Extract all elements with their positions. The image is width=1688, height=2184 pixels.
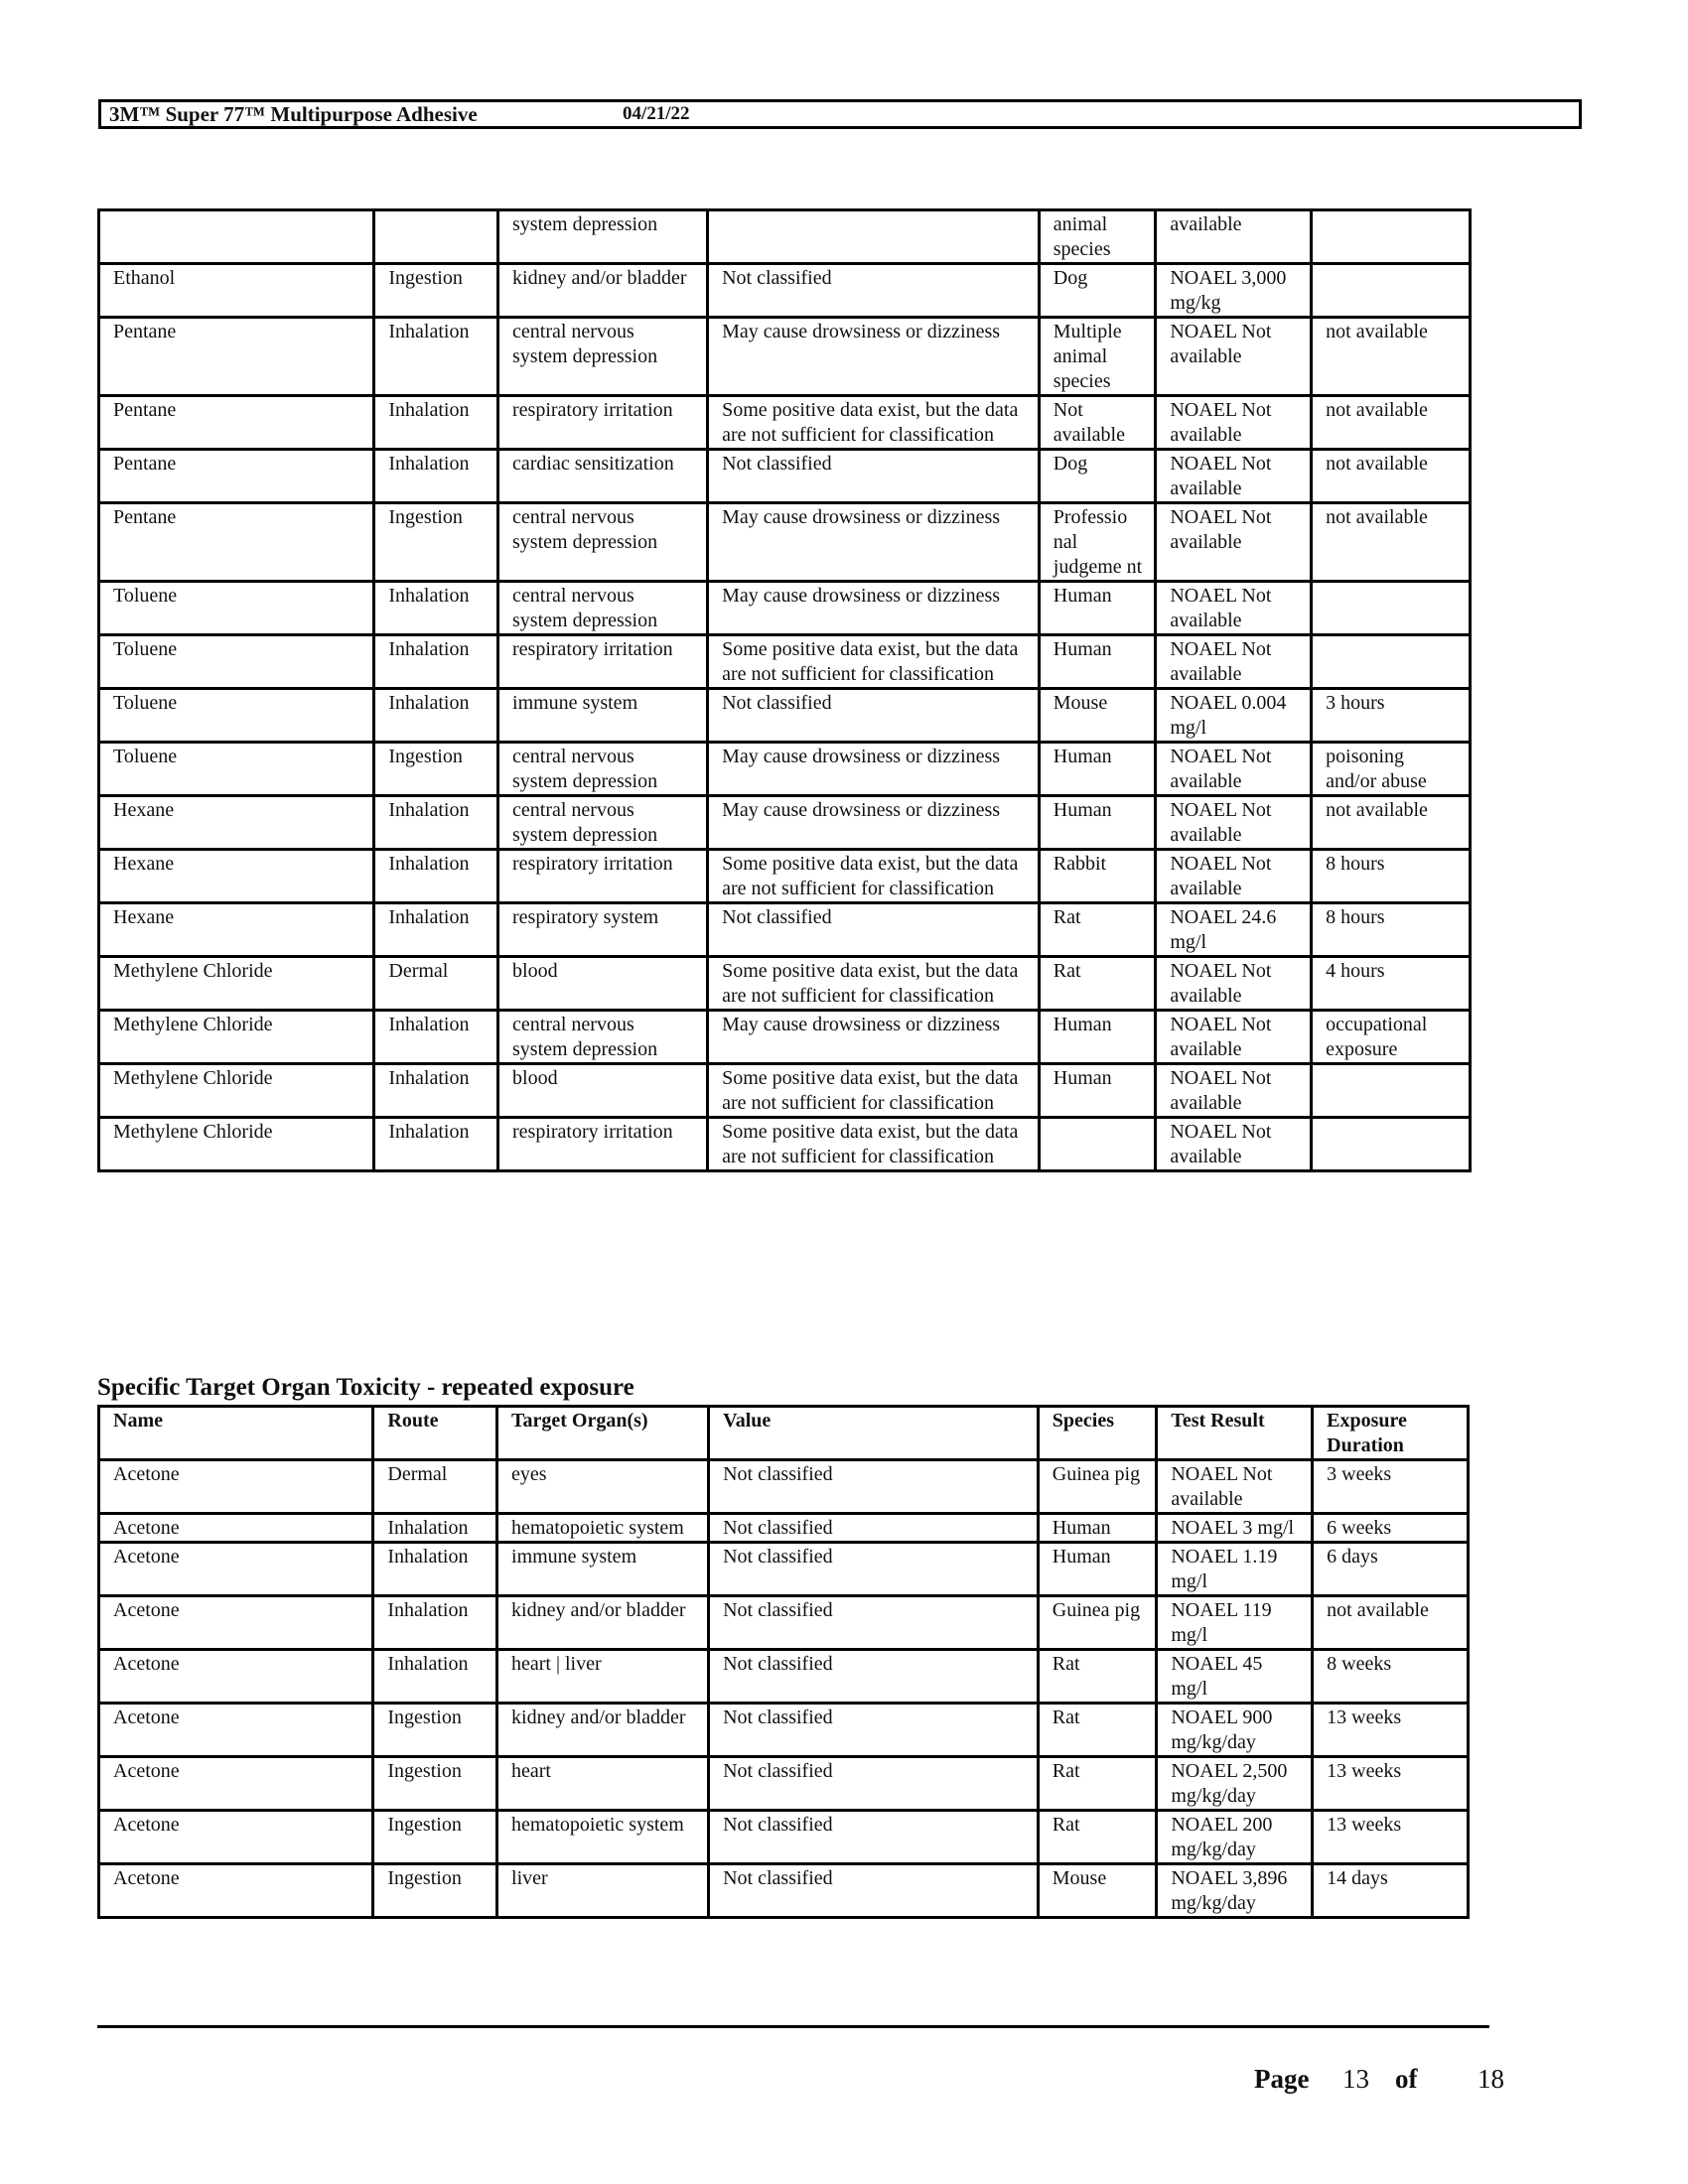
cell-value: Not classified bbox=[709, 1757, 1039, 1811]
cell-species: Multiple animal species bbox=[1039, 318, 1156, 396]
column-header-exposure-duration: Exposure Duration bbox=[1313, 1407, 1469, 1460]
cell-route: Inhalation bbox=[374, 450, 498, 503]
cell-exposure-duration: 3 hours bbox=[1312, 689, 1471, 743]
cell-species: Human bbox=[1039, 635, 1156, 689]
cell-exposure-duration: 4 hours bbox=[1312, 957, 1471, 1011]
cell-exposure-duration: not available bbox=[1312, 396, 1471, 450]
cell-species: Human bbox=[1039, 1064, 1156, 1118]
table-row bbox=[99, 1811, 1469, 1864]
cell-target-organ: respiratory irritation bbox=[498, 396, 708, 450]
cell-exposure-duration: 13 weeks bbox=[1313, 1811, 1469, 1864]
cell-target-organ: hematopoietic system bbox=[497, 1514, 709, 1543]
cell-exposure-duration: 8 weeks bbox=[1313, 1650, 1469, 1704]
cell-species: Rat bbox=[1038, 1650, 1157, 1704]
column-header-target-organs: Target Organ(s) bbox=[497, 1407, 709, 1460]
cell-name: Acetone bbox=[99, 1811, 373, 1864]
cell-name: Acetone bbox=[99, 1704, 373, 1757]
cell-species: Rat bbox=[1038, 1757, 1157, 1811]
cell-name: Acetone bbox=[99, 1543, 373, 1596]
table-row bbox=[99, 1757, 1469, 1811]
cell-name: Hexane bbox=[99, 850, 374, 903]
cell-route: Ingestion bbox=[374, 264, 498, 318]
cell-exposure-duration: occupational exposure bbox=[1312, 1011, 1471, 1064]
table-row bbox=[99, 1118, 1471, 1171]
table-row bbox=[99, 1543, 1469, 1596]
cell-route: Ingestion bbox=[373, 1704, 497, 1757]
cell-test-result: NOAEL Not available bbox=[1156, 450, 1312, 503]
cell-target-organ: blood bbox=[498, 957, 708, 1011]
cell-route: Inhalation bbox=[373, 1543, 497, 1596]
cell-test-result: NOAEL Not available bbox=[1156, 1118, 1312, 1171]
cell-test-result: NOAEL Not available bbox=[1156, 796, 1312, 850]
cell-route: Inhalation bbox=[374, 1118, 498, 1171]
cell-value: Not classified bbox=[709, 1650, 1039, 1704]
cell-name: Methylene Chloride bbox=[99, 1064, 374, 1118]
cell-route: Ingestion bbox=[374, 503, 498, 582]
cell-value: May cause drowsiness or dizziness bbox=[708, 318, 1040, 396]
cell-route: Inhalation bbox=[374, 796, 498, 850]
cell-test-result: NOAEL Not available bbox=[1156, 1011, 1312, 1064]
cell-target-organ: immune system bbox=[498, 689, 708, 743]
revision-date: 04/21/22 bbox=[623, 103, 690, 124]
cell-test-result: NOAEL 3,896 mg/kg/day bbox=[1157, 1864, 1313, 1918]
cell-test-result: NOAEL 200 mg/kg/day bbox=[1157, 1811, 1313, 1864]
cell-test-result: available bbox=[1156, 210, 1312, 264]
cell-exposure-duration: 6 weeks bbox=[1313, 1514, 1469, 1543]
cell-species: Rat bbox=[1039, 903, 1156, 957]
page-total: 18 bbox=[1477, 2064, 1504, 2094]
page-label: Page bbox=[1254, 2064, 1310, 2094]
cell-exposure-duration bbox=[1312, 635, 1471, 689]
table-row bbox=[99, 1650, 1469, 1704]
cell-value: Not classified bbox=[708, 903, 1040, 957]
cell-name: Toluene bbox=[99, 582, 374, 635]
cell-value: May cause drowsiness or dizziness bbox=[708, 743, 1040, 796]
cell-value: Some positive data exist, but the data are not sufficient for classification bbox=[708, 957, 1040, 1011]
cell-name: Acetone bbox=[99, 1757, 373, 1811]
cell-exposure-duration bbox=[1312, 582, 1471, 635]
column-header-route: Route bbox=[373, 1407, 497, 1460]
column-header-name: Name bbox=[99, 1407, 373, 1460]
cell-test-result: NOAEL 1.19 mg/l bbox=[1157, 1543, 1313, 1596]
cell-test-result: NOAEL Not available bbox=[1156, 396, 1312, 450]
cell-name bbox=[99, 210, 374, 264]
cell-species: Human bbox=[1039, 1011, 1156, 1064]
cell-exposure-duration: 14 days bbox=[1313, 1864, 1469, 1918]
cell-value: Not classified bbox=[709, 1596, 1039, 1650]
cell-route: Ingestion bbox=[374, 743, 498, 796]
cell-species: Mouse bbox=[1039, 689, 1156, 743]
cell-test-result: NOAEL Not available bbox=[1157, 1460, 1313, 1514]
cell-value bbox=[708, 210, 1040, 264]
cell-name: Toluene bbox=[99, 743, 374, 796]
table-row bbox=[99, 903, 1471, 957]
cell-name: Hexane bbox=[99, 796, 374, 850]
cell-route: Ingestion bbox=[373, 1811, 497, 1864]
cell-target-organ: kidney and/or bladder bbox=[497, 1704, 709, 1757]
column-header-value: Value bbox=[709, 1407, 1039, 1460]
cell-name: Pentane bbox=[99, 318, 374, 396]
cell-exposure-duration: not available bbox=[1313, 1596, 1469, 1650]
table-row bbox=[99, 743, 1471, 796]
cell-test-result: NOAEL Not available bbox=[1156, 1064, 1312, 1118]
cell-value: May cause drowsiness or dizziness bbox=[708, 582, 1040, 635]
cell-exposure-duration: 3 weeks bbox=[1313, 1460, 1469, 1514]
cell-value: Some positive data exist, but the data are not sufficient for classification bbox=[708, 396, 1040, 450]
table-row bbox=[99, 450, 1471, 503]
cell-name: Acetone bbox=[99, 1514, 373, 1543]
cell-test-result: NOAEL 119 mg/l bbox=[1157, 1596, 1313, 1650]
cell-target-organ: kidney and/or bladder bbox=[498, 264, 708, 318]
table-row bbox=[99, 1704, 1469, 1757]
cell-species: Human bbox=[1039, 743, 1156, 796]
cell-name: Acetone bbox=[99, 1650, 373, 1704]
cell-species: Rat bbox=[1038, 1811, 1157, 1864]
cell-exposure-duration: 13 weeks bbox=[1313, 1757, 1469, 1811]
table-row bbox=[99, 1460, 1469, 1514]
page-of-label: of bbox=[1395, 2064, 1418, 2094]
table-row bbox=[99, 503, 1471, 582]
cell-route: Inhalation bbox=[374, 1011, 498, 1064]
column-header-test-result: Test Result bbox=[1157, 1407, 1313, 1460]
product-title: 3M™ Super 77™ Multipurpose Adhesive bbox=[109, 102, 478, 126]
cell-name: Pentane bbox=[99, 503, 374, 582]
cell-exposure-duration bbox=[1312, 264, 1471, 318]
cell-species: Mouse bbox=[1038, 1864, 1157, 1918]
cell-target-organ: central nervous system depression bbox=[498, 318, 708, 396]
cell-species: Dog bbox=[1039, 264, 1156, 318]
table-row bbox=[99, 1864, 1469, 1918]
cell-test-result: NOAEL Not available bbox=[1156, 850, 1312, 903]
cell-name: Hexane bbox=[99, 903, 374, 957]
table-row bbox=[99, 210, 1471, 264]
cell-route: Ingestion bbox=[373, 1864, 497, 1918]
cell-target-organ: respiratory system bbox=[498, 903, 708, 957]
cell-species: Rat bbox=[1039, 957, 1156, 1011]
cell-test-result: NOAEL 2,500 mg/kg/day bbox=[1157, 1757, 1313, 1811]
cell-exposure-duration: 13 weeks bbox=[1313, 1704, 1469, 1757]
cell-value: Not classified bbox=[709, 1704, 1039, 1757]
table-row bbox=[99, 1596, 1469, 1650]
cell-value: Not classified bbox=[708, 450, 1040, 503]
cell-species: Human bbox=[1038, 1543, 1157, 1596]
cell-exposure-duration: not available bbox=[1312, 450, 1471, 503]
cell-value: May cause drowsiness or dizziness bbox=[708, 503, 1040, 582]
cell-exposure-duration: not available bbox=[1312, 796, 1471, 850]
cell-name: Methylene Chloride bbox=[99, 957, 374, 1011]
cell-name: Acetone bbox=[99, 1864, 373, 1918]
cell-route: Inhalation bbox=[374, 850, 498, 903]
cell-test-result: NOAEL Not available bbox=[1156, 635, 1312, 689]
table-row bbox=[99, 1514, 1469, 1543]
cell-species: animal species bbox=[1039, 210, 1156, 264]
cell-exposure-duration: not available bbox=[1312, 503, 1471, 582]
cell-species: Dog bbox=[1039, 450, 1156, 503]
table-row bbox=[99, 957, 1471, 1011]
cell-route: Inhalation bbox=[373, 1596, 497, 1650]
cell-name: Methylene Chloride bbox=[99, 1118, 374, 1171]
repeated-exposure-table bbox=[97, 1405, 1470, 1919]
table-row bbox=[99, 1011, 1471, 1064]
cell-route bbox=[374, 210, 498, 264]
cell-exposure-duration: 6 days bbox=[1313, 1543, 1469, 1596]
cell-exposure-duration bbox=[1312, 1118, 1471, 1171]
cell-name: Ethanol bbox=[99, 264, 374, 318]
cell-target-organ: heart | liver bbox=[497, 1650, 709, 1704]
document-header bbox=[98, 99, 1582, 129]
cell-route: Inhalation bbox=[373, 1650, 497, 1704]
cell-name: Toluene bbox=[99, 689, 374, 743]
cell-species: Human bbox=[1039, 796, 1156, 850]
cell-species: Guinea pig bbox=[1038, 1460, 1157, 1514]
cell-test-result: NOAEL Not available bbox=[1156, 957, 1312, 1011]
cell-target-organ: respiratory irritation bbox=[498, 850, 708, 903]
cell-route: Inhalation bbox=[374, 689, 498, 743]
cell-name: Acetone bbox=[99, 1596, 373, 1650]
cell-target-organ: central nervous system depression bbox=[498, 582, 708, 635]
table-row bbox=[99, 689, 1471, 743]
cell-route: Inhalation bbox=[374, 903, 498, 957]
page-number: 13 bbox=[1342, 2064, 1369, 2094]
cell-target-organ: system depression bbox=[498, 210, 708, 264]
table-row bbox=[99, 1064, 1471, 1118]
repeated-exposure-title: Specific Target Organ Toxicity - repeated exposure bbox=[97, 1374, 634, 1401]
cell-route: Dermal bbox=[373, 1460, 497, 1514]
table-row bbox=[99, 796, 1471, 850]
cell-route: Inhalation bbox=[374, 396, 498, 450]
cell-species: Human bbox=[1039, 582, 1156, 635]
cell-route: Inhalation bbox=[374, 582, 498, 635]
cell-value: Not classified bbox=[709, 1811, 1039, 1864]
table-row bbox=[99, 635, 1471, 689]
cell-target-organ: eyes bbox=[497, 1460, 709, 1514]
table-row bbox=[99, 318, 1471, 396]
cell-target-organ: blood bbox=[498, 1064, 708, 1118]
cell-route: Inhalation bbox=[374, 635, 498, 689]
cell-target-organ: immune system bbox=[497, 1543, 709, 1596]
cell-target-organ: liver bbox=[497, 1864, 709, 1918]
footer-divider bbox=[97, 2025, 1489, 2028]
cell-target-organ: central nervous system depression bbox=[498, 796, 708, 850]
cell-name: Acetone bbox=[99, 1460, 373, 1514]
cell-value: Not classified bbox=[709, 1543, 1039, 1596]
column-header-species: Species bbox=[1038, 1407, 1157, 1460]
cell-value: Some positive data exist, but the data are not sufficient for classification bbox=[708, 1064, 1040, 1118]
cell-test-result: NOAEL 3,000 mg/kg bbox=[1156, 264, 1312, 318]
cell-target-organ: cardiac sensitization bbox=[498, 450, 708, 503]
cell-value: Some positive data exist, but the data are not sufficient for classification bbox=[708, 635, 1040, 689]
cell-test-result: NOAEL 0.004 mg/l bbox=[1156, 689, 1312, 743]
table-row bbox=[99, 264, 1471, 318]
cell-route: Inhalation bbox=[374, 1064, 498, 1118]
cell-target-organ: hematopoietic system bbox=[497, 1811, 709, 1864]
cell-test-result: NOAEL 45 mg/l bbox=[1157, 1650, 1313, 1704]
cell-route: Inhalation bbox=[374, 318, 498, 396]
cell-species: Human bbox=[1038, 1514, 1157, 1543]
cell-exposure-duration: not available bbox=[1312, 318, 1471, 396]
cell-species: Guinea pig bbox=[1038, 1596, 1157, 1650]
cell-target-organ: kidney and/or bladder bbox=[497, 1596, 709, 1650]
cell-exposure-duration: poisoning and/or abuse bbox=[1312, 743, 1471, 796]
cell-target-organ: respiratory irritation bbox=[498, 1118, 708, 1171]
cell-species bbox=[1039, 1118, 1156, 1171]
cell-value: Not classified bbox=[708, 264, 1040, 318]
cell-route: Ingestion bbox=[373, 1757, 497, 1811]
cell-name: Methylene Chloride bbox=[99, 1011, 374, 1064]
cell-value: Not classified bbox=[708, 689, 1040, 743]
cell-name: Pentane bbox=[99, 396, 374, 450]
table-row bbox=[99, 850, 1471, 903]
table-row bbox=[99, 396, 1471, 450]
repeated-exposure-table-body bbox=[99, 1460, 1469, 1918]
single-exposure-table bbox=[97, 208, 1472, 1172]
single-exposure-table-body bbox=[99, 210, 1471, 1171]
cell-route: Dermal bbox=[374, 957, 498, 1011]
cell-species: Not available bbox=[1039, 396, 1156, 450]
cell-test-result: NOAEL Not available bbox=[1156, 318, 1312, 396]
cell-target-organ: respiratory irritation bbox=[498, 635, 708, 689]
cell-test-result: NOAEL 900 mg/kg/day bbox=[1157, 1704, 1313, 1757]
cell-exposure-duration bbox=[1312, 210, 1471, 264]
cell-species: Rabbit bbox=[1039, 850, 1156, 903]
cell-value: May cause drowsiness or dizziness bbox=[708, 796, 1040, 850]
cell-target-organ: central nervous system depression bbox=[498, 1011, 708, 1064]
cell-target-organ: heart bbox=[497, 1757, 709, 1811]
cell-exposure-duration bbox=[1312, 1064, 1471, 1118]
cell-test-result: NOAEL Not available bbox=[1156, 503, 1312, 582]
cell-test-result: NOAEL 24.6 mg/l bbox=[1156, 903, 1312, 957]
table-header-row bbox=[99, 1407, 1469, 1460]
cell-target-organ: central nervous system depression bbox=[498, 743, 708, 796]
cell-test-result: NOAEL Not available bbox=[1156, 582, 1312, 635]
cell-target-organ: central nervous system depression bbox=[498, 503, 708, 582]
cell-species: Rat bbox=[1038, 1704, 1157, 1757]
cell-value: May cause drowsiness or dizziness bbox=[708, 1011, 1040, 1064]
cell-value: Not classified bbox=[709, 1514, 1039, 1543]
cell-test-result: NOAEL Not available bbox=[1156, 743, 1312, 796]
cell-test-result: NOAEL 3 mg/l bbox=[1157, 1514, 1313, 1543]
table-row bbox=[99, 582, 1471, 635]
cell-value: Not classified bbox=[709, 1460, 1039, 1514]
cell-value: Some positive data exist, but the data are not sufficient for classification bbox=[708, 850, 1040, 903]
cell-value: Some positive data exist, but the data are not sufficient for classification bbox=[708, 1118, 1040, 1171]
cell-name: Toluene bbox=[99, 635, 374, 689]
cell-name: Pentane bbox=[99, 450, 374, 503]
cell-value: Not classified bbox=[709, 1864, 1039, 1918]
cell-species: Professio nal judgeme nt bbox=[1039, 503, 1156, 582]
cell-exposure-duration: 8 hours bbox=[1312, 850, 1471, 903]
cell-route: Inhalation bbox=[373, 1514, 497, 1543]
cell-exposure-duration: 8 hours bbox=[1312, 903, 1471, 957]
